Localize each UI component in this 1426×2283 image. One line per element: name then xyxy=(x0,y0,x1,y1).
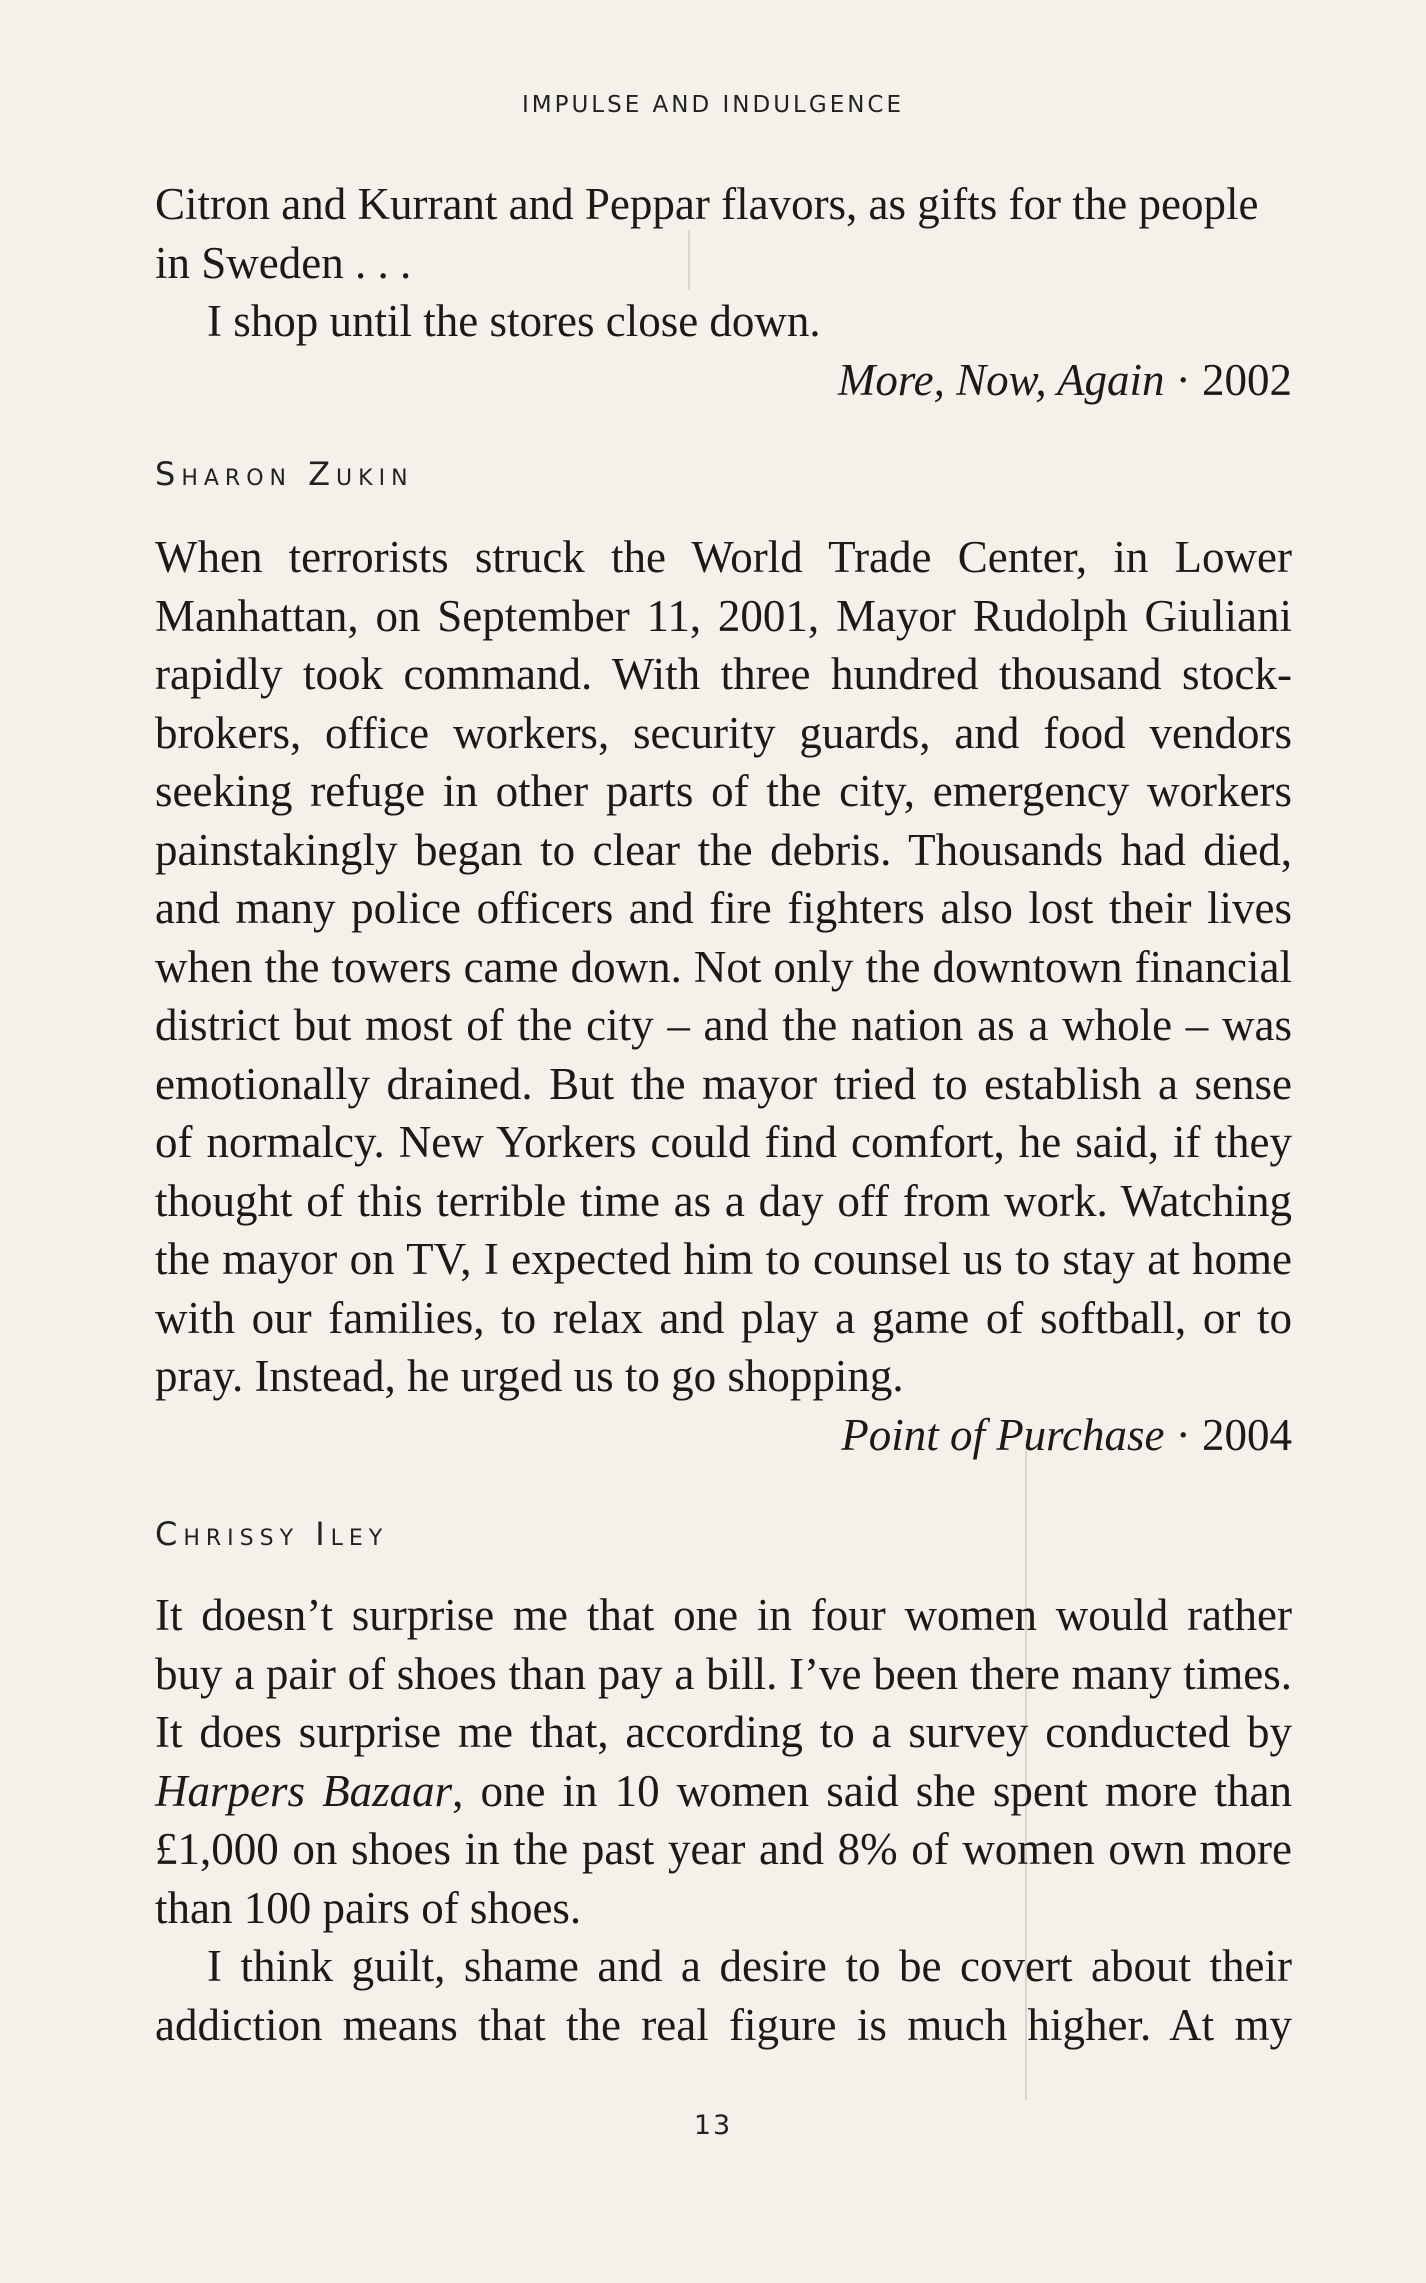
citation-separator: · xyxy=(1164,354,1202,405)
entry-1 xyxy=(155,175,1292,409)
entry-1-source-year: 2002 xyxy=(1202,354,1292,405)
entry-3 xyxy=(155,1586,1292,2054)
entry-3-paragraph-2: I think guilt, shame and a desire to be covert about their addiction means that the real figure is much higher. At my xyxy=(155,1941,1292,2050)
entry-3-text: , one in 10 women said she spent more than £1,000 on shoes in the past year and 8% of women own more than 100 pairs of shoes. xyxy=(155,1765,1292,1933)
magazine-title: Harpers Bazaar xyxy=(155,1765,453,1816)
entry-1-source-title: More, Now, Again xyxy=(837,354,1165,405)
entry-2 xyxy=(155,528,1292,1464)
running-head: IMPULSE AND INDULGENCE xyxy=(521,92,905,118)
citation-separator: · xyxy=(1164,1409,1202,1460)
author-heading: Chrissy Iley xyxy=(155,1515,389,1553)
entry-3-paragraph-1 xyxy=(155,1586,1292,1937)
entry-1-citation xyxy=(155,351,1292,410)
entry-2-citation xyxy=(155,1406,1292,1465)
entry-2-source-year: 2004 xyxy=(1202,1409,1292,1460)
author-heading: Sharon Zukin xyxy=(155,455,414,493)
entry-1-line-1: Citron and Kurrant and Peppar flavors, as gifts for the people in Sweden . . . xyxy=(155,179,1259,288)
entry-2-paragraph: When terrorists struck the World Trade Center, in Lower Manhattan, on September 11, 2001, Mayor Rudolph Giuliani rapidly took command. With three hundred thousand stock-brokers, office workers, security guards, and food vendors seeking refuge in other parts of the city, emergency workers painstakingly began to clear the debris. Thousands had died, and many police officers and fire fighters also lost their lives when the towers came down. Not only the downtown financial district but most of the city – and the nation as a whole – was emotionally drained. But the mayor tried to establish a sense of normalcy. New Yorkers could find comfort, he said, if they thought of this terrible time as a day off from work. Watching the mayor on TV, I expected him to counsel us to stay at home with our families, to relax and play a game of softball, or to pray. Instead, he urged us to go shopping. xyxy=(155,532,1292,1401)
entry-1-line-2: I shop until the stores close down. xyxy=(207,296,821,346)
page-number: 13 xyxy=(693,2110,733,2141)
entry-2-source-title: Point of Purchase xyxy=(841,1409,1165,1460)
entry-3-text: It doesn’t surprise me that one in four women would rather buy a pair of shoes than pay a bill. I’ve been there many times. It does surprise me that, according to a survey conducted by xyxy=(155,1590,1292,1757)
